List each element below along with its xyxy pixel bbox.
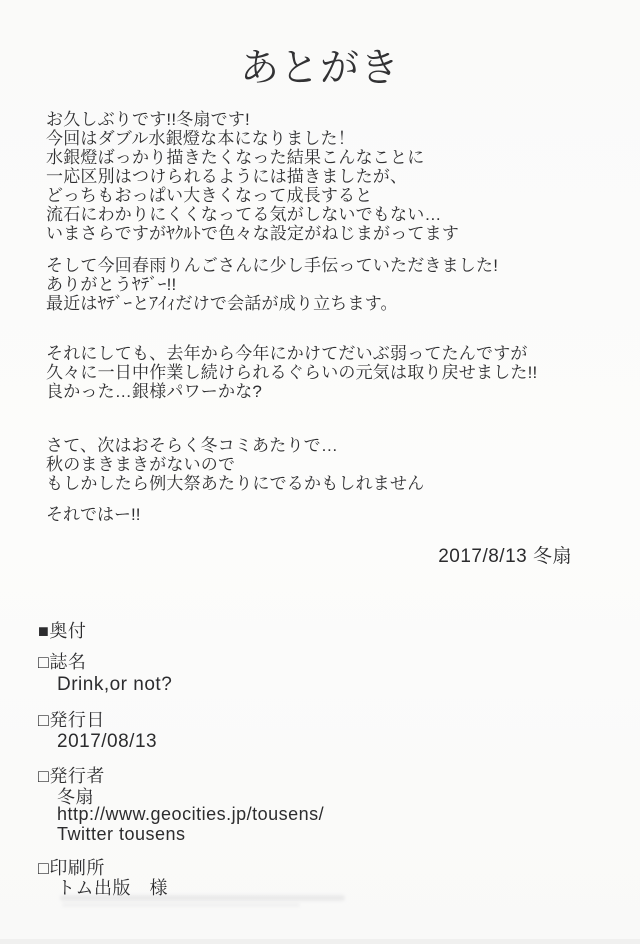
afterword-line: お久しぶりです!!冬扇です! [46,110,250,129]
afterword-line: 良かった…銀様パワーかな? [46,382,263,401]
colophon-publisher-twitter: Twitter tousens [57,824,186,844]
page-title: あとがき [239,47,400,90]
colophon-publish-date-value: 2017/08/13 [57,731,158,752]
colophon-publish-date-label: □発行日 [38,710,105,730]
afterword-paragraph-4 [46,436,424,493]
afterword-line: 秋のまきまきがないので [46,455,236,474]
afterword-paragraph-2 [46,256,498,313]
colophon-publisher-url: http://www.geocities.jp/tousens/ [57,804,325,824]
colophon-publisher-name: 冬扇 [57,787,94,807]
afterword-paragraph-1 [46,110,459,243]
afterword-line: 久々に一日中作業し続けられるぐらいの元気は取り戻せました!! [46,363,538,382]
afterword-paragraph-3 [46,344,537,401]
afterword-line: 今回はダブル水銀燈な本になりました！ [46,129,355,148]
ink-bleedthrough-artifact [60,895,345,901]
afterword-line: 最近はﾔﾃﾞｰとｱｲｨだけで会話が成り立ちます。 [46,294,398,313]
afterword-line: それにしても、去年から今年にかけてだいぶ弱ってたんですが [46,344,528,363]
colophon-printer-value: トム出版 様 [57,878,168,898]
colophon-heading: ■奥付 [38,621,87,641]
afterword-line: 流石にわかりにくくなってる気がしないでもない… [46,205,442,224]
afterword-line: さて、次はおそらく冬コミあたりで… [46,436,339,455]
afterword-line: もしかしたら例大祭あたりにでるかもしれません [46,474,425,493]
afterword-line: ありがとうﾔﾃﾞｰ!! [46,275,177,294]
afterword-line: 一応区別はつけられるようには描きましたが、 [46,167,408,186]
afterword-closing: それではー!! [46,505,141,524]
colophon-book-title-value: Drink,or not? [57,674,173,695]
colophon-publisher-label: □発行者 [38,766,105,786]
scan-edge-shadow [0,939,640,944]
afterword-line: そして今回春雨りんごさんに少し手伝っていただきました! [46,256,499,275]
afterword-line: どっちもおっぱい大きくなって成長すると [46,186,373,205]
colophon-printer-label: □印刷所 [38,858,105,878]
ink-bleedthrough-artifact [62,903,300,907]
date-signature: 2017/8/13 冬扇 [438,546,572,567]
colophon-book-title-label: □誌名 [38,652,87,672]
afterword-line: いまさらですがﾔｸﾙﾄで色々な設定がねじまがってます [46,224,460,243]
afterword-line: 水銀燈ばっかり描きたくなった結果こんなことに [46,148,425,167]
